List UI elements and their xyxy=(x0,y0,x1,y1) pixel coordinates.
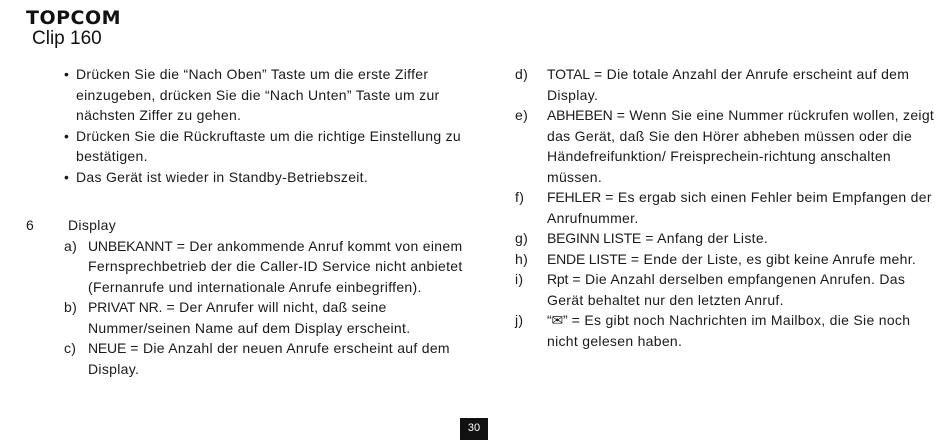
item-term: BEGINN LISTE xyxy=(547,230,642,246)
brand-logo: TOPCOM xyxy=(26,7,122,29)
definition-item xyxy=(26,338,466,379)
bullet-item xyxy=(26,126,466,167)
definition-item xyxy=(515,249,935,270)
item-text: = Der Anrufer will nicht, daß seine Nummer/seinen Name auf dem Display erscheint. xyxy=(88,299,411,336)
bullet-item xyxy=(26,167,466,188)
item-label: a) xyxy=(64,237,78,254)
item-term: FEHLER xyxy=(547,189,602,205)
item-label: b) xyxy=(64,299,78,315)
item-label: d) xyxy=(515,66,529,82)
section-heading xyxy=(26,215,466,236)
bullet-item xyxy=(26,64,466,126)
item-term: TOTAL xyxy=(547,66,590,82)
item-text: = Es ergab sich einen Fehler beim Empfangen der Anrufnummer. xyxy=(547,189,932,226)
item-label: i) xyxy=(515,271,524,287)
item-term: UNBEKANNT xyxy=(88,237,173,254)
item-label: c) xyxy=(64,340,77,356)
item-text: = Die Anzahl derselben empfangenen Anrufen. Das Gerät behaltet nur den letzten Anruf. xyxy=(547,271,906,308)
item-text: = Ende der Liste, es gibt keine Anrufe mehr. xyxy=(626,250,917,267)
definition-item xyxy=(515,310,935,351)
item-term: PRIVAT NR. xyxy=(88,299,163,315)
item-term: NEUE xyxy=(88,340,127,356)
item-text: = Der ankommende Anruf kommt von einem Fernsprechbetrieb der die Caller-ID Service nicht anbietet (Fernanrufe und internationale Anrufe einbegriffen). xyxy=(88,237,463,295)
item-label: e) xyxy=(515,107,529,123)
bullet-dot: • xyxy=(64,127,70,144)
item-term: ABHEBEN xyxy=(547,107,613,123)
mailbox-envelope-icon: “✉” xyxy=(547,312,568,328)
definition-item xyxy=(515,228,935,249)
definition-item xyxy=(515,187,935,228)
definition-item xyxy=(515,64,935,105)
right-column xyxy=(515,64,935,351)
item-label: h) xyxy=(515,250,529,267)
item-text: = Die Anzahl der neuen Anrufe erscheint auf dem Display. xyxy=(88,340,450,377)
section-title: Display xyxy=(68,217,117,233)
section-number: 6 xyxy=(26,217,35,233)
item-text: = Es gibt noch Nachrichten im Mailbox, die Sie noch nicht gelesen haben. xyxy=(547,312,911,349)
item-text: = Die totale Anzahl der Anrufe erscheint auf dem Display. xyxy=(547,66,910,103)
item-label: j) xyxy=(515,312,524,328)
header xyxy=(26,8,121,50)
item-text: = Wenn Sie eine Nummer rückrufen wollen, zeigt das Gerät, daß Sie den Hörer abheben müssen oder die Händefreifunktion/ Freisprechein-richtung anschalten müssen. xyxy=(547,107,935,185)
definition-item xyxy=(515,105,935,187)
item-term: Rpt xyxy=(547,271,569,287)
definition-item xyxy=(26,297,466,338)
bullet-text: Drücken Sie die Rückruftaste um die richtige Einstellung zu bestätigen. xyxy=(76,127,461,164)
item-term: ENDE LISTE xyxy=(547,250,627,267)
bullet-text: Das Gerät ist wieder in Standby-Betriebszeit. xyxy=(76,168,369,185)
model-name: Clip 160 xyxy=(32,28,102,49)
bullet-dot: • xyxy=(64,168,70,185)
definition-item xyxy=(515,269,935,310)
bullet-text: Drücken Sie die “Nach Oben” Taste um die erste Ziffer einzugeben, drücken Sie die “Nach Unten” Taste um zur nächsten Ziffer zu gehen. xyxy=(76,66,440,123)
bullet-dot: • xyxy=(64,66,70,82)
item-text: = Anfang der Liste. xyxy=(641,230,769,246)
left-column xyxy=(26,64,466,379)
item-label: f) xyxy=(515,189,525,205)
item-label: g) xyxy=(515,230,529,246)
definition-item xyxy=(26,236,466,298)
page-number: 30 xyxy=(460,418,488,440)
